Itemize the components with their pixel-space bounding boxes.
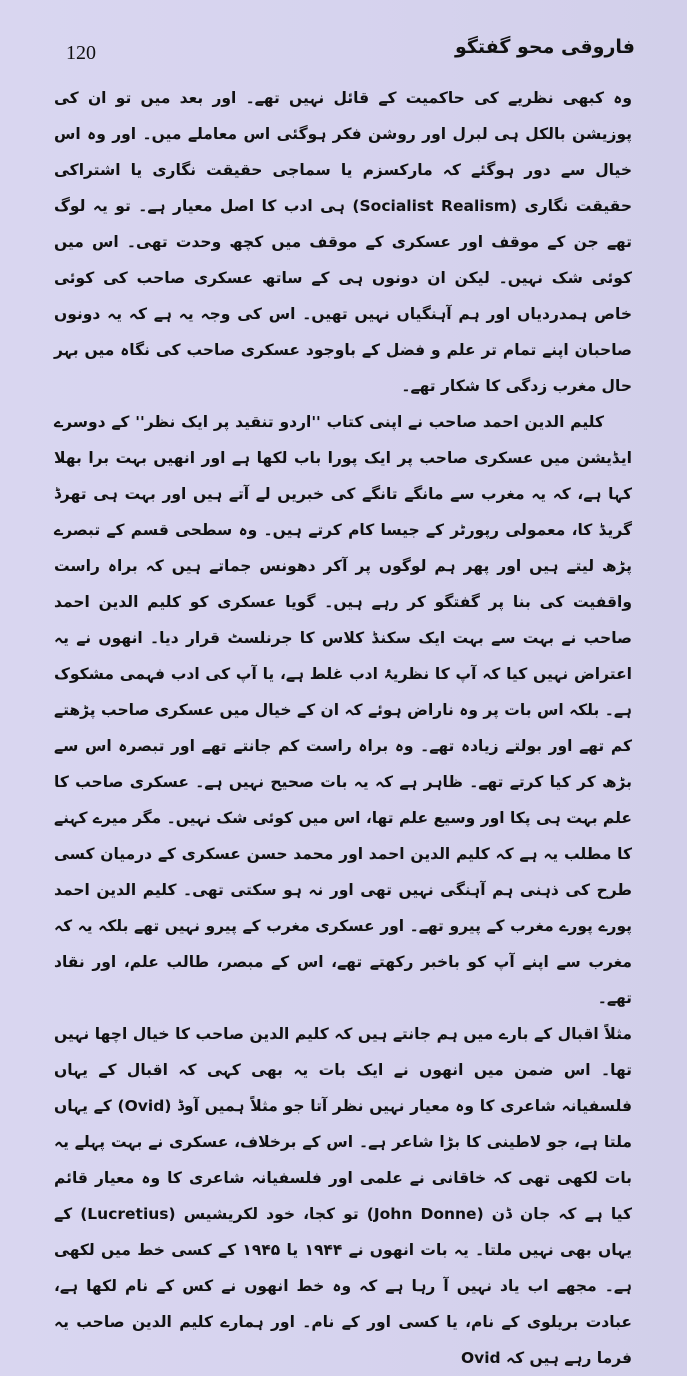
paragraph: مثلاً اقبال کے بارے میں ہم جانتے ہیں کہ کلیم الدین صاحب کا خیال اچھا نہیں تھا۔ اس ضمن میں انھوں نے ایک بات یہ بھی کہی کہ اقبال کے یہاں فلسفیانہ شاعری کا وہ معیار نہیں نظر آتا جو مثلاً ہمیں آوڈ (Ovid) کے یہاں ملتا ہے، جو لاطینی کا بڑا شاعر ہے۔ اس کے برخلاف، عسکری نے بہت پہلے یہ بات لکھی تھی کہ خاقانی نے علمی اور فلسفیانہ شاعری کا وہ معیار قائم کیا ہے کہ جان ڈن (John Donne) تو کجا، خود لکریشیس (Lucretius) کے یہاں بھی نہیں ملتا۔ یہ بات انھوں نے ۱۹۴۴ یا ۱۹۴۵ کے کسی خط میں لکھی ہے۔ مجھے اب یاد نہیں آ رہا ہے کہ وہ خط انھوں نے کس کے نام لکھا ہے، عبادت بریلوی کے نام، یا کسی اور کے نام۔ اور ہمارے کلیم الدین صاحب یہ فرما رہے ہیں کہ Ovid [54,1025,633,1367]
paragraph: کلیم الدین احمد صاحب نے اپنی کتاب ''اردو تنقید پر ایک نظر'' کے دوسرے ایڈیشن میں عسکری صاحب پر ایک پورا باب لکھا ہے اور انھیں بہت برا بھلا کہا ہے، کہ یہ مغرب سے مانگے تانگے کی خبریں لے آتے ہیں اور بہت ہی تھرڈ گریڈ کا، معمولی رپورٹر کے جیسا کام کرتے ہیں۔ وہ سطحی قسم کے تبصرے پڑھ لیتے ہیں اور پھر ہم لوگوں پر آکر دھونس جماتے ہیں کہ براہ راست واقفیت کی بنا پر گفتگو کر رہے ہیں۔ گویا عسکری کو کلیم الدین احمد صاحب نے بہت سے بہت ایک سکنڈ کلاس کا جرنلسٹ قرار دیا۔ انھوں نے یہ اعتراض نہیں کیا کہ آپ کا نظریۂ ادب غلط ہے، یا آپ کی ادب فہمی مشکوک ہے۔ بلکہ اس بات پر وہ ناراض ہوئے کہ ان کے خیال میں عسکری صاحب پڑھتے کم تھے اور بولتے زیادہ تھے۔ وہ براہ راست کم جانتے تھے اور تبصرہ اس سے بڑھ کر کیا کرتے تھے۔ ظاہر ہے کہ یہ بات صحیح نہیں ہے۔ عسکری صاحب کا علم بہت ہی پکا اور وسیع علم تھا، اس میں کوئی شک نہیں۔ مگر میرے کہنے کا مطلب یہ ہے کہ کلیم الدین احمد اور محمد حسن عسکری کے درمیان کسی طرح کی ذہنی ہم آہنگی نہیں تھی اور نہ ہو سکتی تھی۔ کلیم الدین احمد پورے پورے مغرب کے پیرو تھے۔ اور عسکری مغرب کے پیرو نہیں تھے بلکہ یہ کہ مغرب سے اپنے آپ کو باخبر رکھتے تھے، اس کے مبصر، طالب علم، اور نقاد تھے۔ [54,413,632,1007]
running-head: فاروقی محو گفتگو [454,36,635,58]
body-text [54,80,632,1376]
page-number: 120 [66,42,96,64]
page-header [66,36,635,68]
paragraph: وہ کبھی نظریے کی حاکمیت کے قائل نہیں تھے۔ اور بعد میں تو ان کی پوزیشن بالکل ہی لبرل اور روشن فکر ہوگئی اس معاملے میں۔ اور وہ اس خیال سے دور ہوگئے کہ مارکسزم یا سماجی حقیقت نگاری یا اشتراکی حقیقت نگاری (Socialist Realism) ہی ادب کا اصل معیار ہے۔ تو یہ لوگ تھے جن کے موقف اور عسکری کے موقف میں کچھ وحدت تھی۔ اس میں کوئی شک نہیں۔ لیکن ان دونوں ہی کے ساتھ عسکری صاحب کی کوئی خاص ہمدردیاں اور ہم آہنگیاں نہیں تھیں۔ اس کی وجہ یہ ہے کہ یہ دونوں صاحبان اپنے تمام تر علم و فضل کے باوجود عسکری صاحب کی نگاہ میں بہر حال مغرب زدگی کا شکار تھے۔ [54,89,633,395]
